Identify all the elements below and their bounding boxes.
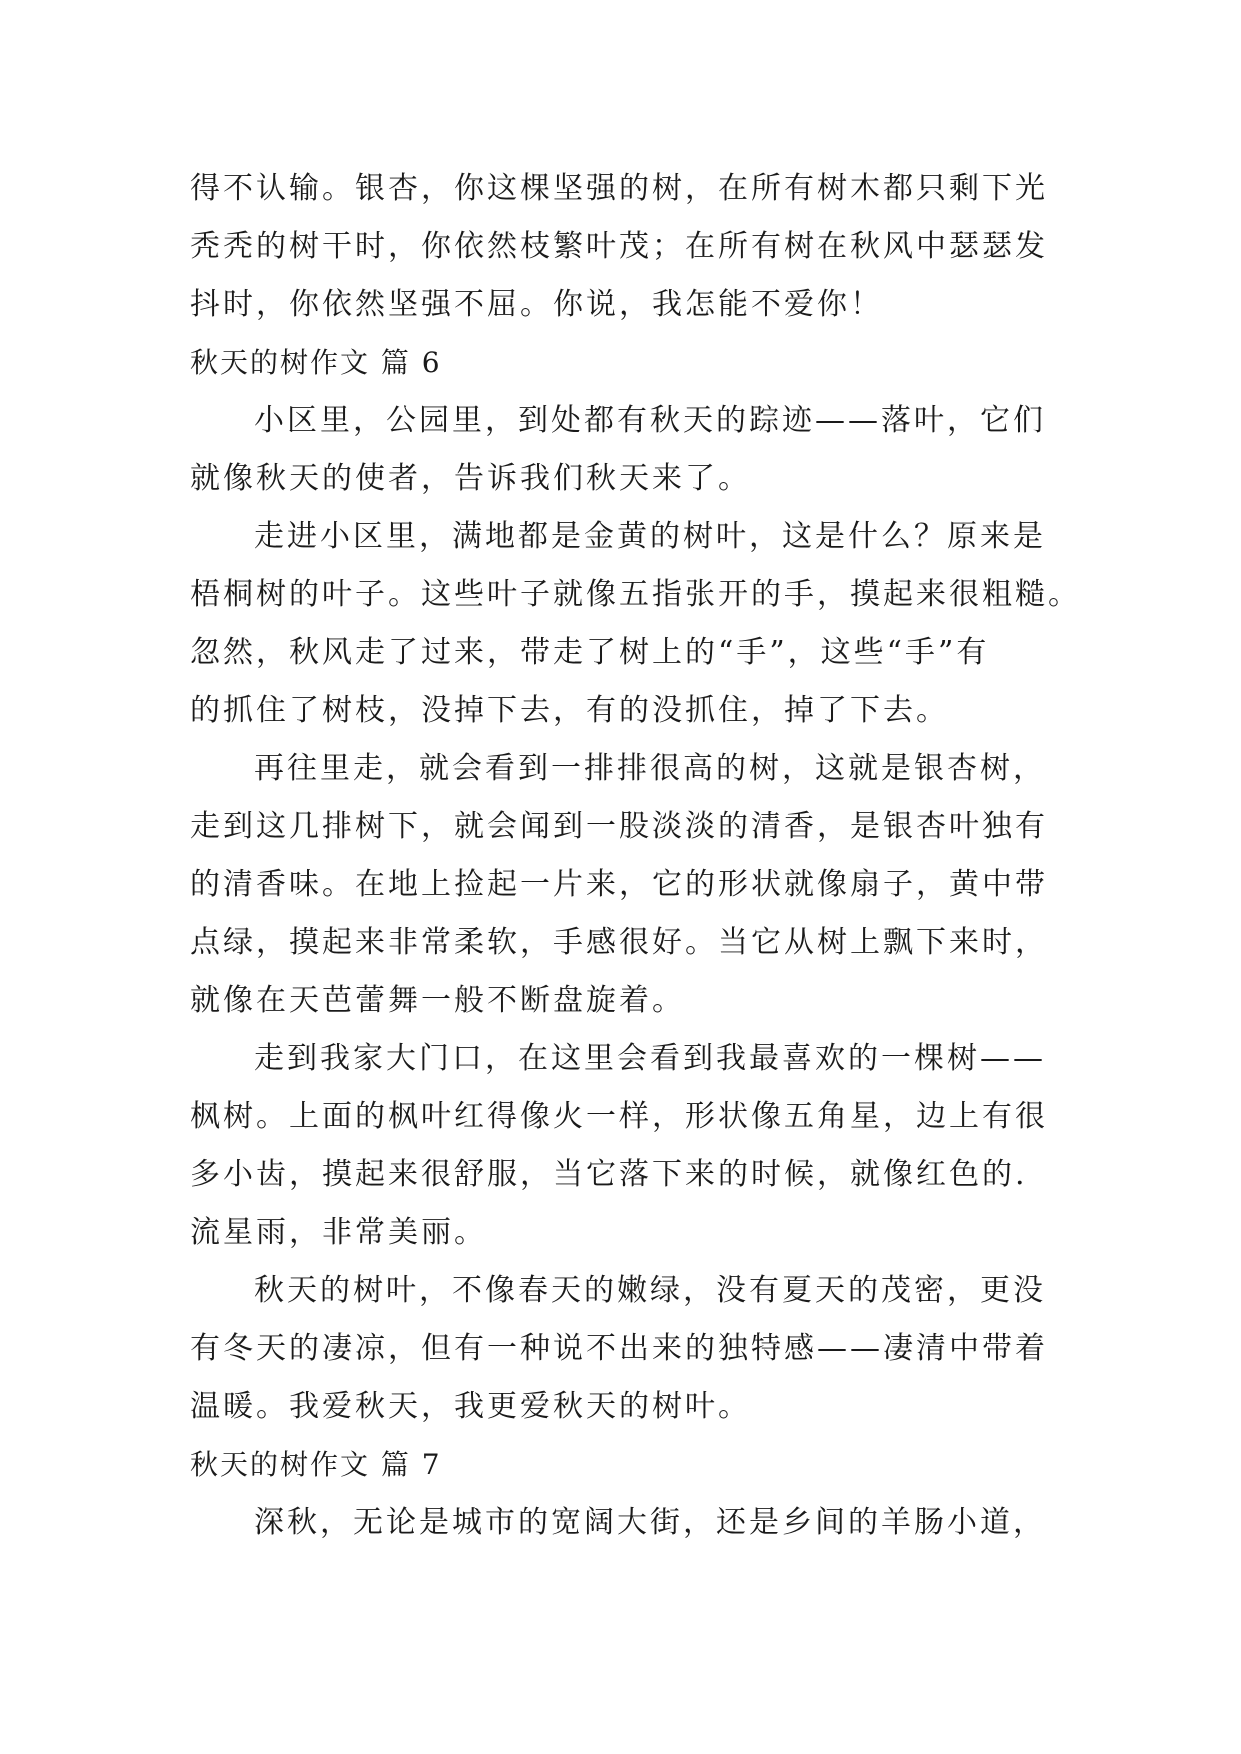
text-line: 枫树。上面的枫叶红得像火一样，形状像五角星，边上有很 xyxy=(190,1099,1048,1134)
text-line: 走进小区里，满地都是金黄的树叶，这是什么？原来是 xyxy=(254,519,1046,554)
text-line: 的清香味。在地上捡起一片来，它的形状就像扇子，黄中带 xyxy=(190,867,1048,902)
paragraph-6-5 xyxy=(190,1262,1060,1436)
text-line: 点绿，摸起来非常柔软，手感很好。当它从树上飘下来时， xyxy=(190,925,1048,960)
text-line: 就像在天芭蕾舞一般不断盘旋着。 xyxy=(190,983,685,1018)
paragraph-section-5-tail xyxy=(190,160,1060,334)
paragraph-6-1 xyxy=(190,392,1060,508)
text-line: 走到我家大门口，在这里会看到我最喜欢的一棵树—— xyxy=(254,1041,1046,1076)
text-line: 得不认输。银杏，你这棵坚强的树，在所有树木都只剩下光 xyxy=(190,171,1048,206)
paragraph-7-1 xyxy=(190,1494,1060,1552)
text-line: 有冬天的凄凉，但有一种说不出来的独特感——凄清中带着 xyxy=(190,1331,1048,1366)
text-line: 梧桐树的叶子。这些叶子就像五指张开的手，摸起来很粗糙。 xyxy=(190,577,1081,612)
text-line: 多小齿，摸起来很舒服，当它落下来的时候，就像红色的. xyxy=(190,1157,1028,1192)
text-line: 就像秋天的使者，告诉我们秋天来了。 xyxy=(190,461,751,496)
document-body xyxy=(190,160,1081,1552)
text-line: 秋天的树叶，不像春天的嫩绿，没有夏天的茂密，更没 xyxy=(254,1273,1046,1308)
text-line: 的抓住了树枝，没掉下去，有的没抓住，掉了下去。 xyxy=(190,693,949,728)
text-line: 深秋，无论是城市的宽阔大街，还是乡间的羊肠小道， xyxy=(254,1505,1046,1540)
text-line: 温暖。我爱秋天，我更爱秋天的树叶。 xyxy=(190,1389,751,1424)
paragraph-6-4 xyxy=(190,1030,1060,1262)
text-line: 忽然，秋风走了过来，带走了树上的“手”，这些“手”有 xyxy=(190,635,990,670)
paragraph-6-2 xyxy=(190,508,1081,740)
text-line: 流星雨，非常美丽。 xyxy=(190,1215,487,1250)
paragraph-6-3 xyxy=(190,740,1060,1030)
text-line: 走到这几排树下，就会闻到一股淡淡的清香，是银杏叶独有 xyxy=(190,809,1048,844)
text-line: 再往里走，就会看到一排排很高的树，这就是银杏树， xyxy=(254,751,1046,786)
text-line: 小区里，公园里，到处都有秋天的踪迹——落叶，它们 xyxy=(254,403,1046,438)
text-line: 抖时，你依然坚强不屈。你说，我怎能不爱你！ xyxy=(190,287,883,322)
text-line: 秃秃的树干时，你依然枝繁叶茂；在所有树在秋风中瑟瑟发 xyxy=(190,229,1048,264)
section-heading-6: 秋天的树作文 篇 6 xyxy=(190,346,442,379)
section-heading-7: 秋天的树作文 篇 7 xyxy=(190,1448,442,1481)
